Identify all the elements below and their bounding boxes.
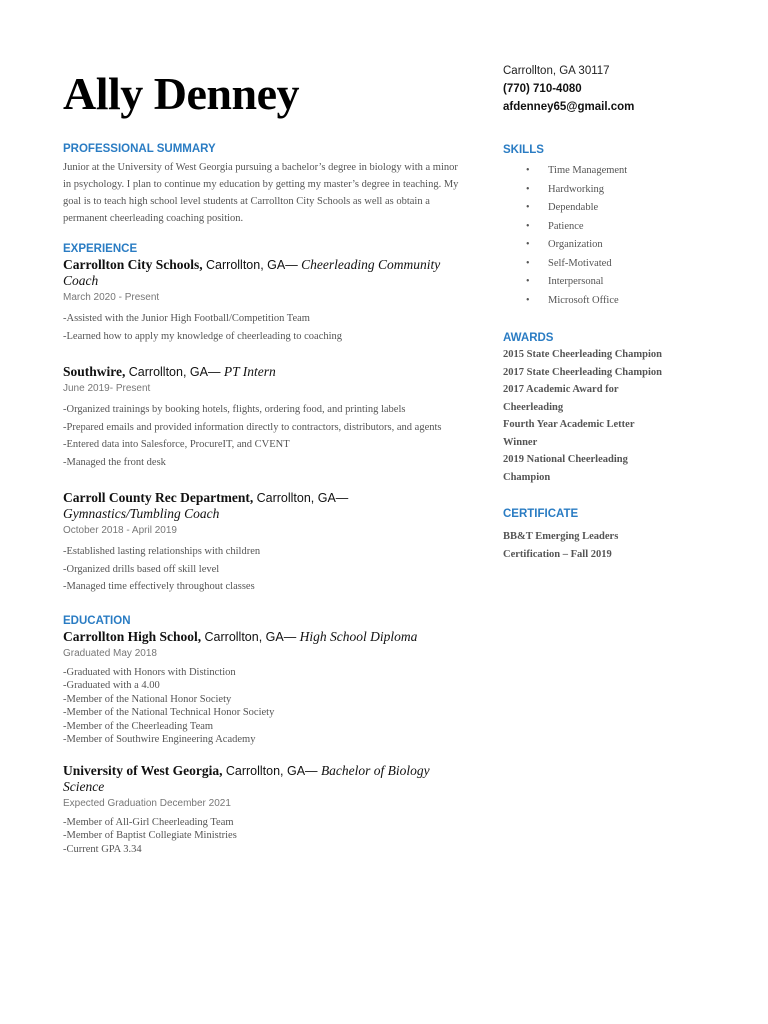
skill-item: • Self-Motivated — [503, 255, 703, 274]
right-column — [503, 62, 703, 563]
experience-section — [63, 241, 463, 596]
school-date: Graduated May 2018 — [63, 647, 157, 659]
education-heading: EDUCATION — [63, 614, 131, 627]
list-item: -Member of All-Girl Cheerleading Team — [63, 816, 234, 828]
award-line: Fourth Year Academic Letter — [503, 419, 635, 430]
experience-entry — [63, 257, 463, 345]
job-bullets — [63, 401, 463, 471]
skill-item: • Microsoft Office — [503, 292, 703, 311]
skills-section — [503, 142, 703, 310]
certificate-heading: CERTIFICATE — [503, 508, 579, 520]
skill-item: • Interpersonal — [503, 273, 703, 292]
certificate-line: BB&T Emerging Leaders — [503, 531, 619, 542]
certificate-line: Certification – Fall 2019 — [503, 548, 612, 560]
skill-item: • Dependable — [503, 199, 703, 218]
left-column — [63, 141, 463, 856]
contact-block — [503, 62, 703, 116]
list-item: -Prepared emails and provided information directly to contractors, distributors, and agents — [63, 421, 442, 433]
contact-email[interactable]: afdenney65@gmail.com — [503, 101, 635, 113]
contact-address: Carrollton, GA 30117 — [503, 65, 610, 77]
list-item: -Managed time effectively throughout classes — [63, 581, 255, 592]
job-title: Carroll County Rec Department, Carrollton, GA— Gymnastics/Tumbling Coach — [63, 490, 349, 521]
certificate-section — [503, 506, 703, 563]
list-item: -Member of Baptist Collegiate Ministries — [63, 830, 237, 841]
skill-item: • Hardworking — [503, 181, 703, 200]
bullet-icon: • — [526, 276, 530, 287]
list-item: -Member of the National Honor Society — [63, 693, 232, 705]
summary-text: Junior at the University of West Georgia pursuing a bachelor’s degree in biology with a minor in psychology. I plan to continue my education by getting my master’s degree in teaching. My goal is to teach high school level students at Carrollton City Schools as well as obtain a permanent cheerleading coaching position. — [63, 162, 459, 224]
list-item: -Member of the Cheerleading Team — [63, 720, 214, 732]
experience-entry — [63, 490, 463, 596]
list-item: -Graduated with a 4.00 — [63, 680, 160, 691]
school-title: Carrollton High School, Carrollton, GA— High School Diploma — [63, 628, 418, 644]
awards-section — [503, 330, 703, 486]
award-line: 2017 State Cheerleading Champion — [503, 366, 662, 378]
school-bullets — [63, 666, 463, 747]
summary-heading: PROFESSIONAL SUMMARY — [63, 143, 216, 155]
list-item: -Current GPA 3.34 — [63, 843, 142, 855]
bullet-icon: • — [526, 165, 530, 176]
list-item: -Graduated with Honors with Distinction — [63, 666, 236, 678]
bullet-icon: • — [526, 220, 530, 232]
skills-list — [503, 162, 703, 310]
experience-heading: EXPERIENCE — [63, 243, 138, 255]
school-title: University of West Georgia, Carrollton, GA— Bachelor of Biology Science — [63, 762, 430, 794]
contact-phone: (770) 710-4080 — [503, 83, 582, 95]
bullet-icon: • — [526, 257, 530, 269]
bullet-icon: • — [526, 202, 530, 213]
list-item: -Established lasting relationships with children — [63, 546, 261, 557]
skill-item: • Time Management — [503, 162, 703, 181]
job-date: June 2019- Present — [63, 383, 151, 394]
bullet-icon: • — [526, 294, 530, 306]
skill-item: • Organization — [503, 236, 703, 255]
education-entry — [63, 763, 463, 857]
list-item: -Assisted with the Junior High Football/Competition Team — [63, 313, 310, 324]
school-date: Expected Graduation December 2021 — [63, 797, 231, 809]
award-line: 2019 National Cheerleading — [503, 454, 628, 465]
list-item: -Entered data into Salesforce, ProcureIT, and CVENT — [63, 439, 290, 450]
job-bullets — [63, 543, 463, 596]
awards-list — [503, 346, 703, 486]
list-item: -Organized trainings by booking hotels, flights, ordering food, and printing labels — [63, 404, 406, 415]
award-line: 2015 State Cheerleading Champion — [503, 349, 662, 360]
skill-item: • Patience — [503, 218, 703, 237]
bullet-icon: • — [526, 183, 530, 195]
school-bullets — [63, 816, 463, 857]
list-item: -Learned how to apply my knowledge of cheerleading to coaching — [63, 330, 343, 342]
list-item: -Organized drills based off skill level — [63, 563, 220, 575]
education-entry — [63, 629, 463, 747]
award-line: Champion — [503, 471, 551, 483]
job-title: Southwire, Carrollton, GA— PT Intern — [63, 364, 276, 379]
education-section — [63, 613, 463, 857]
job-date: March 2020 - Present — [63, 292, 160, 303]
award-line: Winner — [503, 436, 538, 448]
award-line: Cheerleading — [503, 401, 564, 413]
job-bullets — [63, 310, 463, 345]
skills-heading: SKILLS — [503, 144, 544, 156]
experience-entry — [63, 364, 463, 471]
award-line: 2017 Academic Award for — [503, 384, 619, 395]
job-date: October 2018 - April 2019 — [63, 525, 177, 536]
job-title: Carrollton City Schools, Carrollton, GA— Cheerleading Community Coach — [63, 257, 441, 288]
list-item: -Managed the front desk — [63, 456, 166, 468]
certificate-list — [503, 528, 703, 563]
resume-name: Ally Denney — [63, 68, 299, 119]
list-item: -Member of the National Technical Honor Society — [63, 707, 275, 718]
summary-section — [63, 141, 463, 227]
bullet-icon: • — [526, 239, 530, 250]
list-item: -Member of Southwire Engineering Academy — [63, 734, 256, 745]
awards-heading: AWARDS — [503, 332, 554, 344]
